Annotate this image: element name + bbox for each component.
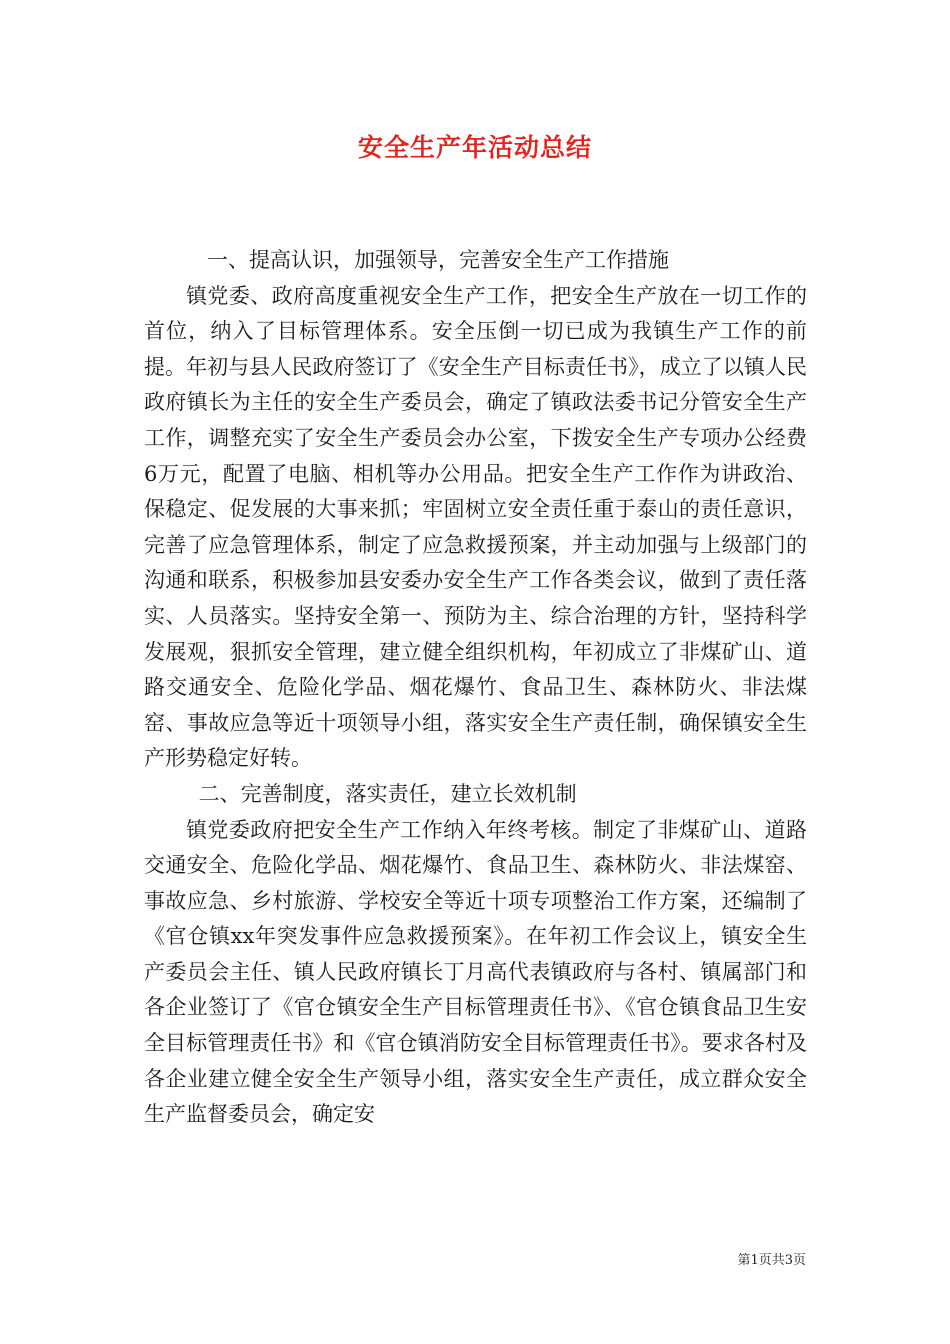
page-number: 第1页共3页 <box>737 1253 806 1268</box>
document-title: 安全生产年活动总结 <box>357 133 592 162</box>
section-heading-2: 二、完善制度，落实责任，建立长效机制 <box>198 781 577 806</box>
document-body <box>144 243 807 1133</box>
section-heading-1: 一、提高认识，加强领导，完善安全生产工作措施 <box>207 248 669 272</box>
section-paragraph-2: 镇党委政府把安全生产工作纳入年终考核。制定了非煤矿山、道路交通安全、危险化学品、烟花爆竹、食品卫生、森林防火、非法煤窑、事故应急、乡村旅游、学校安全等近十项专项整治工作方案，还编制了《官仓镇xx年突发事件应急救援预案》。在年初工作会议上，镇安全生产委员会主任、镇人民政府镇长丁月高代表镇政府与各村、镇属部门和各企业签订了《官仓镇安全生产目标管理责任书》、《官仓镇食品卫生安全目标管理责任书》和《官仓镇消防安全目标管理责任书》。要求各村及各企业建立健全安全生产领导小组，落实安全生产责任，成立群众安全生产监督委员会，确定安 <box>144 817 807 1127</box>
section-paragraph-1: 镇党委、政府高度重视安全生产工作，把安全生产放在一切工作的首位，纳入了目标管理体系。安全压倒一切已成为我镇生产工作的前提。年初与县人民政府签订了《安全生产目标责任书》，成立了以镇人民政府镇长为主任的安全生产委员会，确定了镇政法委书记分管安全生产工作，调整充实了安全生产委员会办公室，下拨安全生产专项办公经费6万元，配置了电脑、相机等办公用品。把安全生产工作作为讲政治、保稳定、促发展的大事来抓；牢固树立安全责任重于泰山的责任意识，完善了应急管理体系，制定了应急救援预案，并主动加强与上级部门的沟通和联系，积极参加县安委办安全生产工作各类会议，做到了责任落实、人员落实。坚持安全第一、预防为主、综合治理的方针，坚持科学发展观，狠抓安全管理，建立健全组织机构，年初成立了非煤矿山、道路交通安全、危险化学品、烟花爆竹、食品卫生、森林防火、非法煤窑、事故应急等近十项领导小组，落实安全生产责任制，确保镇安全生产形势稳定好转。 <box>144 283 807 771</box>
